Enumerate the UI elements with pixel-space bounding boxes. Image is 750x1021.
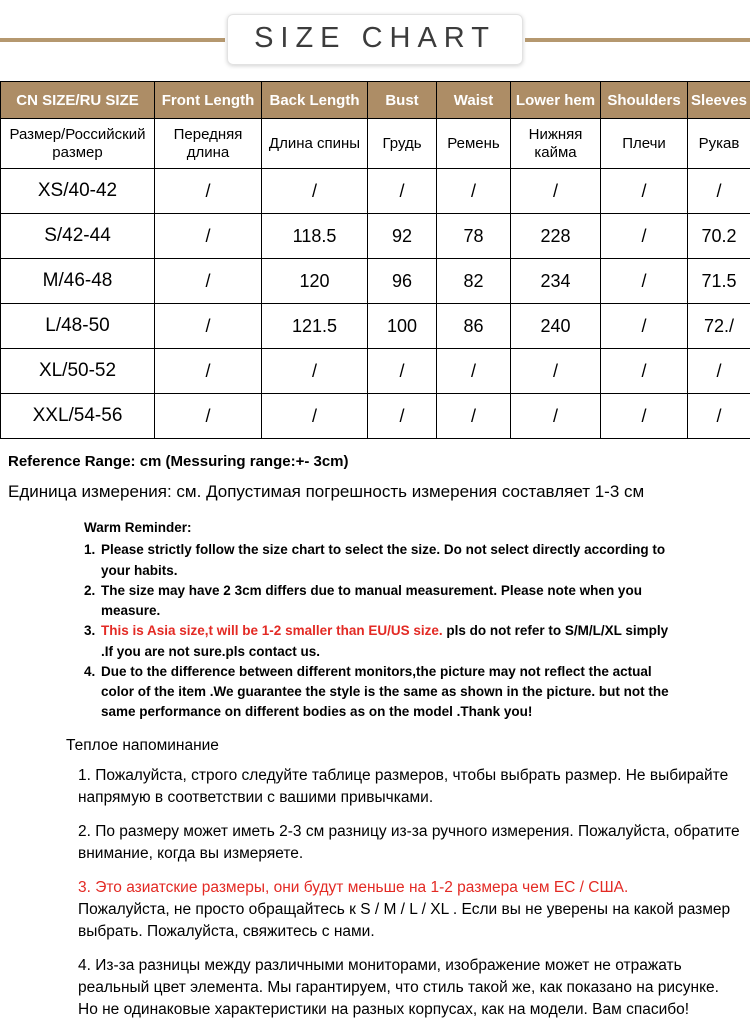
warm-reminder-en: [84, 518, 674, 723]
measurement-cell: /: [368, 394, 437, 439]
measurement-cell: /: [601, 349, 688, 394]
column-header-en: Waist: [437, 82, 511, 119]
measurement-cell: /: [155, 394, 262, 439]
reminder-item-ru: [78, 877, 742, 943]
reminder-item-ru: [78, 765, 742, 809]
alert-text: This is Asia size,t will be 1-2 smaller than EU/US size.: [101, 623, 443, 638]
measurement-cell: 118.5: [262, 214, 368, 259]
measurement-cell: /: [601, 304, 688, 349]
measurement-cell: /: [437, 169, 511, 214]
measurement-cell: 70.2: [688, 214, 750, 259]
item-number: 4.: [84, 662, 101, 723]
size-table-row: [1, 394, 750, 439]
measurement-cell: 72./: [688, 304, 750, 349]
item-number: 3.: [84, 621, 101, 662]
size-label-cell: XXL/54-56: [1, 394, 155, 439]
measurement-cell: 100: [368, 304, 437, 349]
measurement-cell: 82: [437, 259, 511, 304]
table-header-row-ru: [1, 119, 750, 169]
reminder-item-en: [84, 662, 674, 723]
measurement-cell: 78: [437, 214, 511, 259]
title-divider-right: [525, 38, 750, 42]
size-table-row: [1, 214, 750, 259]
warm-reminder-ru-title: Теплое напоминание: [66, 735, 742, 757]
item-number: 2.: [84, 581, 101, 622]
measurement-cell: /: [155, 169, 262, 214]
note-text: Due to the difference between different monitors,the picture may not reflect the actual color of the item .We guarantee the style is the same as shown in the picture. but not the same performance on different bodies as on the model .Thank you!: [101, 664, 669, 720]
measurement-cell: 92: [368, 214, 437, 259]
item-text: [101, 662, 674, 723]
measurement-cell: /: [601, 259, 688, 304]
reference-range-en: Reference Range: cm (Messuring range:+- 3cm): [8, 453, 750, 470]
size-table-row: [1, 259, 750, 304]
measurement-cell: 234: [511, 259, 601, 304]
size-table-body: [1, 169, 750, 439]
reminder-item-en: [84, 581, 674, 622]
measurement-cell: /: [601, 214, 688, 259]
measurement-cell: /: [155, 304, 262, 349]
column-header-ru: Нижняя кайма: [511, 119, 601, 169]
measurement-cell: 96: [368, 259, 437, 304]
note-text: 4. Из-за разницы между различными мониторами, изображение может не отражать реальный цвет элемента. Мы гарантируем, что стиль такой же, как показано на рисунке. Но не одинаковые характеристики на разных корпусах, как на модели. Вам спасибо!: [78, 957, 719, 1018]
reminder-item-en: [84, 540, 674, 581]
measurement-cell: /: [437, 349, 511, 394]
size-table-row: [1, 169, 750, 214]
reminder-item-ru: [78, 821, 742, 865]
warm-reminder-ru-items: [66, 765, 742, 1021]
measurement-cell: 228: [511, 214, 601, 259]
measurement-cell: /: [368, 169, 437, 214]
column-header-en: CN SIZE/RU SIZE: [1, 82, 155, 119]
size-table-row: [1, 304, 750, 349]
size-label-cell: XL/50-52: [1, 349, 155, 394]
warm-reminder-en-items: [84, 540, 674, 722]
measurement-cell: 86: [437, 304, 511, 349]
measurement-cell: 71.5: [688, 259, 750, 304]
note-text: 1. Пожалуйста, строго следуйте таблице размеров, чтобы выбрать размер. Не выбирайте напрямую в соответствии с вашими привычками.: [78, 767, 728, 806]
measurement-cell: /: [155, 259, 262, 304]
column-header-ru: Плечи: [601, 119, 688, 169]
column-header-en: Sleeves: [688, 82, 750, 119]
note-text: 2. По размеру может иметь 2-3 см разницу из-за ручного измерения. Пожалуйста, обратите внимание, когда вы измеряете.: [78, 823, 740, 862]
note-text: Please strictly follow the size chart to select the size. Do not select directly according to your habits.: [101, 542, 665, 577]
size-label-cell: L/48-50: [1, 304, 155, 349]
warm-reminder-ru: [66, 735, 742, 1021]
measurement-cell: /: [601, 169, 688, 214]
measurement-cell: /: [511, 169, 601, 214]
column-header-ru: Ремень: [437, 119, 511, 169]
reminder-item-en: [84, 621, 674, 662]
column-header-en: Lower hem: [511, 82, 601, 119]
note-text: pls do not refer to S/M/L/XL simply .If you are not sure.pls contact us.: [101, 623, 668, 658]
measurement-cell: /: [511, 349, 601, 394]
page-title: SIZE CHART: [227, 14, 523, 65]
measurement-cell: /: [437, 394, 511, 439]
reminder-item-ru: [78, 955, 742, 1021]
size-label-cell: XS/40-42: [1, 169, 155, 214]
item-number: 1.: [84, 540, 101, 581]
measurement-cell: /: [155, 214, 262, 259]
item-text: [101, 621, 674, 662]
size-table-row: [1, 349, 750, 394]
size-chart-title-row: [0, 14, 750, 65]
item-text: [101, 540, 674, 581]
column-header-ru: Размер/Российский размер: [1, 119, 155, 169]
item-text: [101, 581, 674, 622]
size-table: [0, 81, 750, 439]
measurement-cell: /: [262, 394, 368, 439]
measurement-cell: /: [262, 169, 368, 214]
column-header-ru: Длина спины: [262, 119, 368, 169]
note-text: Пожалуйста, не просто обращайтесь к S / M / L / XL . Если вы не уверены на какой размер выбрать. Пожалуйста, свяжитесь с нами.: [78, 901, 730, 940]
column-header-ru: Рукав: [688, 119, 750, 169]
alert-text: 3. Это азиатские размеры, они будут меньше на 1-2 размера чем ЕС / США.: [78, 879, 628, 896]
measurement-cell: 121.5: [262, 304, 368, 349]
measurement-cell: /: [511, 394, 601, 439]
column-header-ru: Передняя длина: [155, 119, 262, 169]
measurement-cell: /: [688, 349, 750, 394]
measurement-cell: /: [601, 394, 688, 439]
measurement-cell: /: [262, 349, 368, 394]
size-label-cell: S/42-44: [1, 214, 155, 259]
measurement-cell: /: [155, 349, 262, 394]
measurement-cell: 120: [262, 259, 368, 304]
reminder-paragraph: [78, 765, 742, 809]
reminder-paragraph: [78, 955, 742, 1021]
column-header-en: Bust: [368, 82, 437, 119]
measurement-cell: 240: [511, 304, 601, 349]
measurement-cell: /: [368, 349, 437, 394]
table-header-row-en: [1, 82, 750, 119]
column-header-ru: Грудь: [368, 119, 437, 169]
size-label-cell: M/46-48: [1, 259, 155, 304]
reminder-paragraph: [78, 821, 742, 865]
column-header-en: Shoulders: [601, 82, 688, 119]
reminder-paragraph: [78, 899, 742, 943]
title-divider-left: [0, 38, 225, 42]
measurement-cell: /: [688, 169, 750, 214]
warm-reminder-en-title: Warm Reminder:: [84, 518, 674, 538]
measurement-cell: /: [688, 394, 750, 439]
column-header-en: Back Length: [262, 82, 368, 119]
column-header-en: Front Length: [155, 82, 262, 119]
reference-range-ru: Единица измерения: см. Допустимая погрешность измерения составляет 1-3 см: [8, 482, 750, 502]
note-text: The size may have 2 3cm differs due to manual measurement. Please note when you measure.: [101, 583, 642, 618]
reminder-paragraph: [78, 877, 742, 899]
